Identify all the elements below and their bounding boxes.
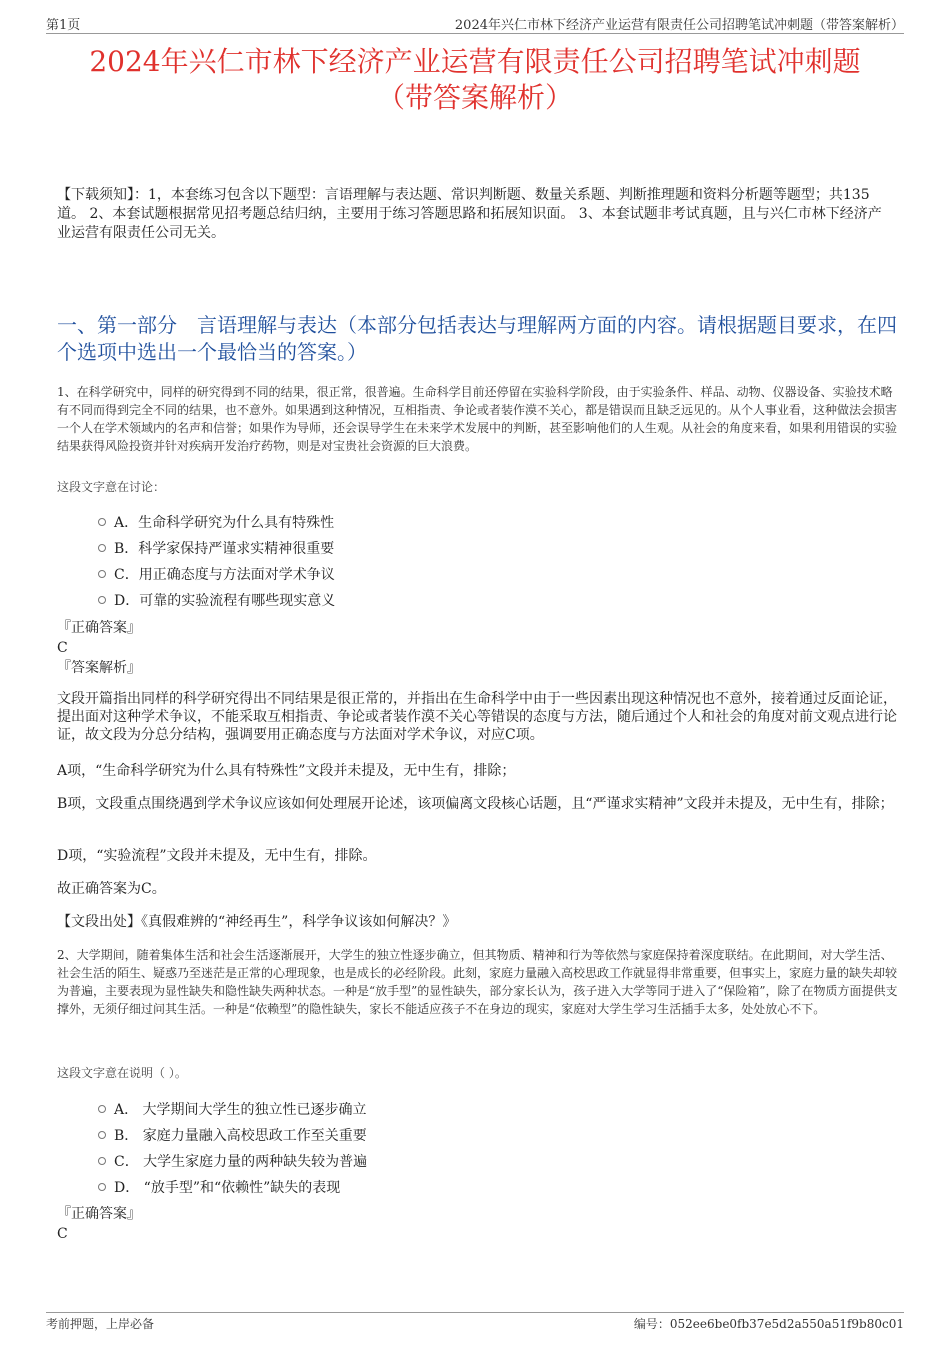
question-1-explain-a: A项，“生命科学研究为什么具有特殊性”文段并未提及，无中生有，排除； [57, 763, 516, 779]
download-notice: 【下载须知】：1，本套练习包含以下题型：言语理解与表达题、常识判断题、数量关系题、判断推理题和资料分析题等题型；共135道。 2、本套试题根据常见招考题总结归纳，主要用于练习答题思路和拓展知识面。 3、本套试题非考试真题，且与兴仁市林下经济产业运营有限责任公司无关。 [57, 187, 882, 241]
radio-icon[interactable] [98, 518, 106, 526]
option-label: C． 大学生家庭力量的两种缺失较为普遍 [114, 1154, 368, 1170]
radio-icon[interactable] [98, 1131, 106, 1139]
question-1-explain-d: D项，“实验流程”文段并未提及，无中生有，排除。 [57, 848, 377, 864]
question-1-explain-b: B项，文段重点围绕遇到学术争议应该如何处理展开论述，该项偏离文段核心话题，且“严谨求实精神”文段并未提及，无中生有，排除； [57, 796, 894, 812]
answer-value: C [57, 1226, 68, 1242]
answer-label: 『正确答案』 [57, 1206, 141, 1222]
question-1-option-c[interactable] [98, 564, 335, 584]
option-label: D．可靠的实验流程有哪些现实意义 [114, 593, 336, 609]
question-1-option-a[interactable] [98, 512, 334, 532]
question-1-option-b[interactable] [98, 538, 334, 558]
question-1-source: 【文段出处】《真假难辨的“神经再生”，科学争议该如何解决？》 [57, 914, 457, 930]
question-2-passage: 2、大学期间，随着集体生活和社会生活逐渐展开，大学生的独立性逐步确立，但其物质、精神和行为等依然与家庭保持着深度联结。在此期间，对大学生活、社会生活的陌生、疑惑乃至迷茫是正常的心理现象，也是成长的必经阶段。此刻，家庭力量融入高校思政工作就显得非常重要，但事实上，家庭力量的缺失却较为普遍，主要表现为显性缺失和隐性缺失两种状态。一种是“放手型”的显性缺失，部分家长认为，孩子进入大学等同于进入了“保险箱”，除了在物质方面提供支撑外，无须仔细过问其生活。一种是“依赖型”的隐性缺失，家长不能适应孩子不在身边的现实，家庭对大学生学习生活插手太多，处处放心不下。 [57, 948, 898, 1016]
question-2-option-c[interactable] [98, 1151, 367, 1171]
section-heading: 一、第一部分 言语理解与表达（本部分包括表达与理解两方面的内容。请根据题目要求，在四个选项中选出一个最恰当的答案。） [57, 313, 897, 364]
question-1-analysis: 文段开篇指出同样的科学研究得出不同结果是很正常的，并指出在生命科学中由于一些因素出现这种情况也不意外，接着通过反面论证，提出面对这种学术争议，不能采取互相指责、争论或者装作漠不关心等错误的态度与方法，随后通过个人和社会的角度对前文观点进行论证，故文段为分总分结构，强调要用正确态度与方法面对学术争议，对应C项。 [57, 691, 897, 743]
option-label: D． “放手型”和“依赖性”缺失的表现 [114, 1180, 341, 1196]
radio-icon[interactable] [98, 1157, 106, 1165]
page-number: 第1页 [46, 18, 81, 33]
question-1-passage: 1、在科学研究中，同样的研究得到不同的结果，很正常，很普遍。生命科学目前还停留在实验科学阶段，由于实验条件、样品、动物、仪器设备、实验技术略有不同而得到完全不同的结果，也不意外。如果遇到这种情况，互相指责、争论或者装作漠不关心，都是错误而且缺乏远见的。从个人事业看，这种做法会损害一个人在学术领域内的名声和信誉；如果作为导师，还会误导学生在未来学术发展中的判断，甚至影响他们的人生观。从社会的角度来看，如果利用错误的实验结果获得风险投资并针对疾病开发治疗药物，则是对宝贵社会资源的巨大浪费。 [57, 385, 898, 453]
radio-icon[interactable] [98, 570, 106, 578]
question-2-option-d[interactable] [98, 1177, 340, 1197]
radio-icon[interactable] [98, 1105, 106, 1113]
option-label: B． 家庭力量融入高校思政工作至关重要 [114, 1128, 367, 1144]
header-divider [46, 33, 904, 34]
radio-icon[interactable] [98, 544, 106, 552]
option-label: C．用正确态度与方法面对学术争议 [114, 567, 335, 583]
option-label: B．科学家保持严谨求实精神很重要 [114, 541, 335, 557]
question-1-prompt: 这段文字意在讨论： [57, 480, 166, 494]
footer-serial: 编号：052ee6be0fb37e5d2a550a51f9b80c01 [633, 1317, 904, 1331]
option-label: A． 大学期间大学生的独立性已逐步确立 [114, 1102, 367, 1118]
footer-divider [46, 1312, 904, 1313]
question-1-option-d[interactable] [98, 590, 335, 610]
footer-slogan: 考前押题，上岸必备 [46, 1317, 155, 1331]
question-2-answer-block [57, 1204, 141, 1244]
option-label: A．生命科学研究为什么具有特殊性 [114, 515, 335, 531]
running-title: 2024年兴仁市林下经济产业运营有限责任公司招聘笔试冲刺题（带答案解析） [454, 18, 904, 33]
question-1-answer-block [57, 618, 141, 678]
question-2-option-b[interactable] [98, 1125, 367, 1145]
question-2-prompt: 这段文字意在说明（ ）。 [57, 1066, 187, 1080]
question-2-option-a[interactable] [98, 1099, 367, 1119]
question-1-conclusion: 故正确答案为C。 [57, 881, 166, 897]
analysis-label: 『答案解析』 [57, 660, 141, 676]
title-line-2: （带答案解析） [376, 81, 573, 114]
radio-icon[interactable] [98, 1183, 106, 1191]
answer-value: C [57, 640, 68, 656]
answer-label: 『正确答案』 [57, 620, 141, 636]
document-title [40, 44, 910, 116]
radio-icon[interactable] [98, 596, 106, 604]
title-line-1: 2024年兴仁市林下经济产业运营有限责任公司招聘笔试冲刺题 [89, 45, 861, 78]
